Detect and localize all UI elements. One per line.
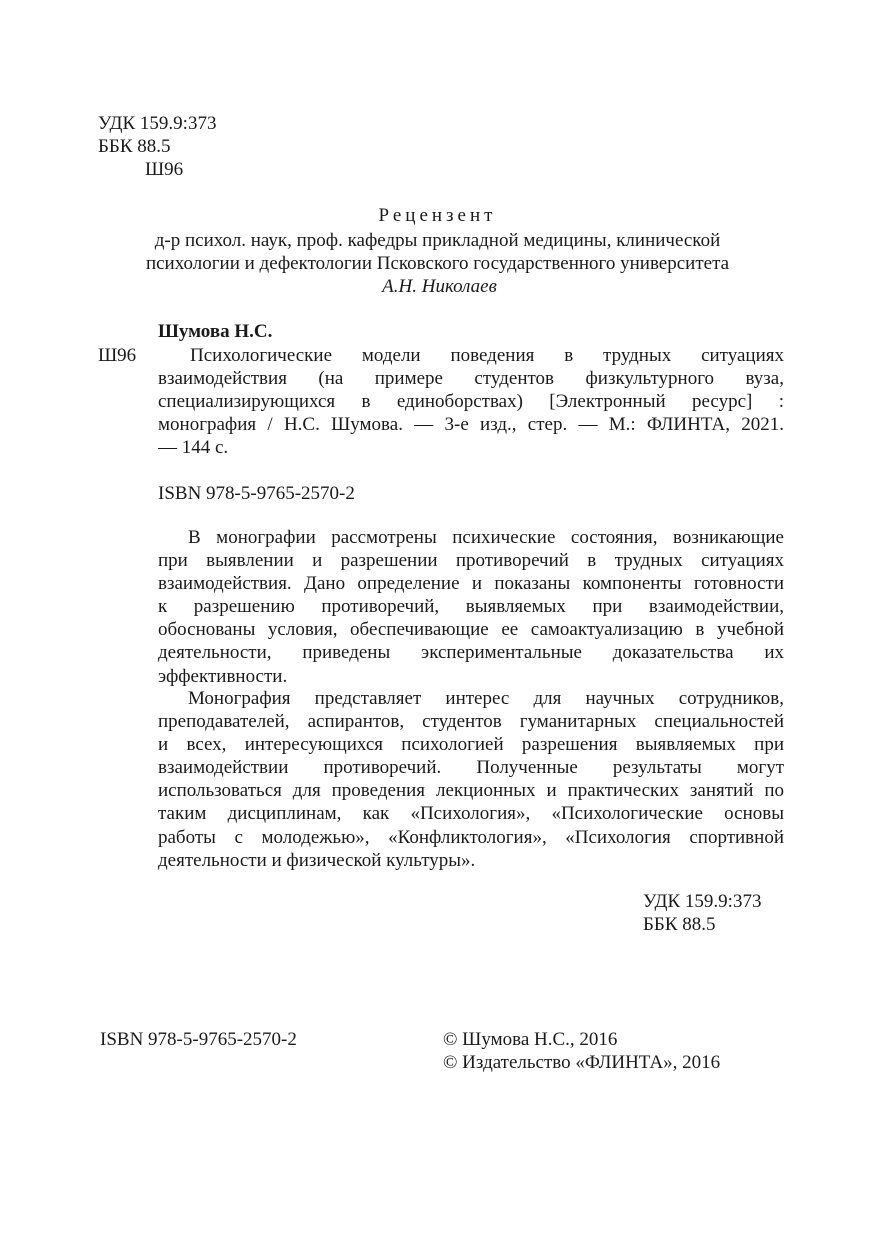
abstract-line: эффективности. <box>158 665 288 687</box>
bib-line: специализирующихся в единоборствах) [Электронный ресурс] : <box>158 391 784 413</box>
abstract-line: преподавателей, аспирантов, студентов гуманитарных специальностей <box>158 711 784 733</box>
abstract-line: обоснованы условия, обеспечивающие ее самоактуализацию в учебной <box>158 619 784 641</box>
book-author: Шумова Н.С. <box>158 321 273 342</box>
isbn-footer: ISBN 978-5-9765-2570-2 <box>100 1029 297 1050</box>
bib-line: Психологические модели поведения в трудных ситуациях <box>190 345 784 366</box>
copyright-publisher: © Издательство «ФЛИНТА», 2016 <box>443 1052 721 1073</box>
copyright-author: © Шумова Н.С., 2016 <box>443 1029 618 1050</box>
udk-code-bottom: УДК 159.9:373 <box>643 891 762 912</box>
bbk-code-bottom: ББК 88.5 <box>643 914 716 935</box>
abstract-line: использоваться для проведения лекционных и практических занятий по <box>158 780 784 802</box>
abstract-line: при выявлении и разрешении противоречий в трудных ситуациях <box>158 550 784 572</box>
author-mark: Ш96 <box>98 345 137 366</box>
isbn-record: ISBN 978-5-9765-2570-2 <box>158 483 355 504</box>
abstract-line: к разрешению противоречий, выявляемых при взаимодействии, <box>158 596 784 618</box>
bib-line: взаимодействия (на примере студентов физкультурного вуза, <box>158 368 784 390</box>
bib-line: монография / Н.С. Шумова. — 3-е изд., стер. — М.: ФЛИНТА, 2021. <box>158 414 784 436</box>
abstract-line: деятельности, приведены экспериментальные доказательства их <box>158 642 784 664</box>
abstract-line: работы с молодежью», «Конфликтология», «Психология спортивной <box>158 826 784 848</box>
reviewer-line-2: психологии и дефектологии Псковского государственного университета <box>145 253 730 274</box>
author-mark-top: Ш96 <box>145 159 184 180</box>
bbk-code-top: ББК 88.5 <box>98 136 171 157</box>
bib-line: — 144 с. <box>158 437 229 459</box>
abstract-line: взаимодействия. Дано определение и показаны компоненты готовности <box>158 573 784 595</box>
bibliographic-description <box>158 344 784 459</box>
abstract-line: взаимодействии противоречий. Полученные результаты могут <box>158 757 784 779</box>
abstract-line: В монографии рассмотрены психические состояния, возникающие <box>188 527 784 548</box>
abstract-line: таким дисциплинам, как «Психология», «Психологические основы <box>158 803 784 825</box>
abstract-paragraph-2 <box>158 687 784 872</box>
udk-code-top: УДК 159.9:373 <box>98 113 217 134</box>
reviewer-heading: Рецензент <box>378 205 497 226</box>
abstract-line: и всех, интересующихся психологией разрешения выявляемых при <box>158 734 784 756</box>
abstract-paragraph-1 <box>158 526 784 688</box>
reviewer-line-1: д-р психол. наук, проф. кафедры прикладной медицины, клинической <box>154 230 721 251</box>
reviewer-name: А.Н. Николаев <box>382 276 497 297</box>
abstract-line: деятельности и физической культуры». <box>158 849 476 871</box>
abstract-line: Монография представляет интерес для научных сотрудников, <box>188 688 784 709</box>
